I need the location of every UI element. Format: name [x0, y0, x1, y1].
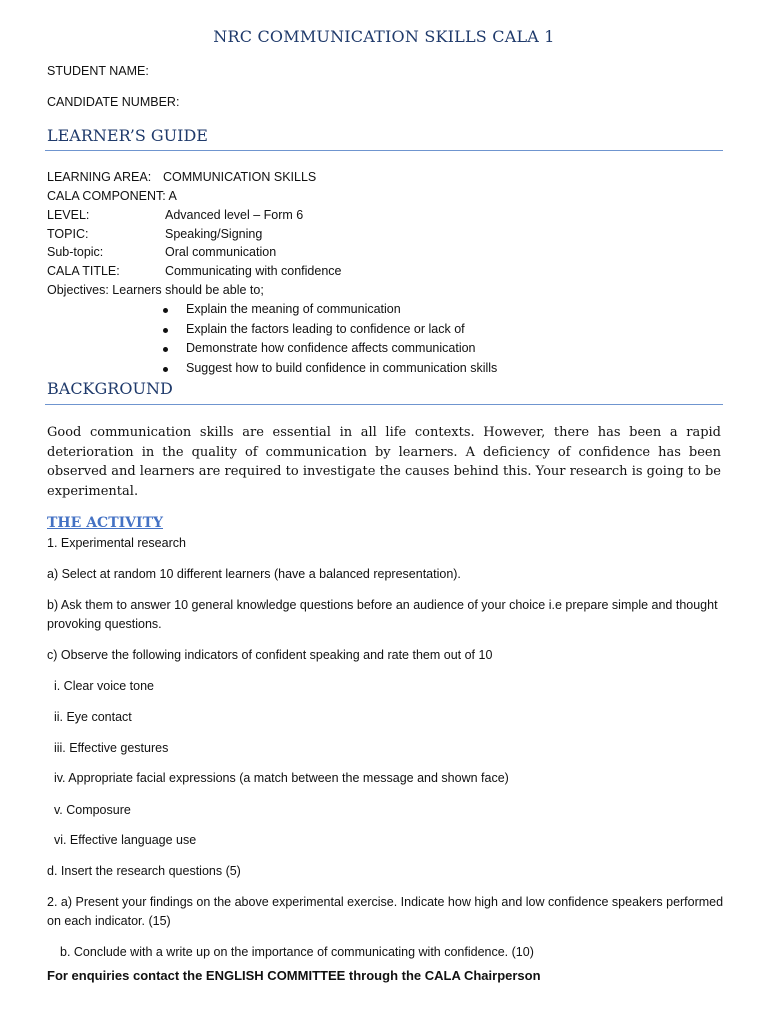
indicator-item: ii. Eye contact	[47, 710, 132, 724]
indicator-item: vi. Effective language use	[47, 833, 197, 847]
activity-item-2b: b. Conclude with a write up on the importance of communicating with confidence. (10)	[60, 945, 534, 959]
candidate-number-label: CANDIDATE NUMBER:	[47, 95, 180, 109]
activity-step-a: a) Select at random 10 different learners (have a balanced representation).	[47, 567, 461, 581]
background-paragraph: Good communication skills are essential in all life contexts. However, there has been a rapid deterioration in the quality of communication by learners. A deficiency of confidence has been observed and learners are required to investigate the causes behind this. Your research is going to be experimental.	[47, 425, 721, 499]
list-item: Suggest how to build confidence in communication skills	[186, 361, 498, 375]
enquiries-note: For enquiries contact the ENGLISH COMMITTEE through the CALA Chairperson	[47, 968, 541, 983]
bullet-icon	[163, 367, 168, 372]
activity-heading: THE ACTIVITY	[47, 515, 163, 531]
field-value-cala-title: Communicating with confidence	[165, 264, 342, 278]
field-value-subtopic: Oral communication	[165, 245, 277, 259]
field-label-cala-component: CALA COMPONENT: A	[47, 189, 177, 203]
section-divider	[45, 150, 723, 151]
indicator-item: v. Composure	[47, 803, 131, 817]
indicator-item: iii. Effective gestures	[47, 741, 169, 755]
field-value-level: Advanced level – Form 6	[165, 208, 304, 222]
activity-step-d: d. Insert the research questions (5)	[47, 864, 241, 878]
field-label-cala-title: CALA TITLE:	[47, 264, 120, 278]
list-item: Explain the meaning of communication	[186, 302, 401, 316]
field-label-level: LEVEL:	[47, 208, 90, 222]
list-item: Demonstrate how confidence affects communication	[186, 341, 476, 355]
learners-guide-heading: LEARNER’S GUIDE	[47, 126, 208, 145]
background-heading: BACKGROUND	[47, 379, 173, 398]
section-divider	[45, 404, 723, 405]
activity-step-c: c) Observe the following indicators of confident speaking and rate them out of 10	[47, 648, 493, 662]
field-value-learning-area: COMMUNICATION SKILLS	[163, 170, 317, 184]
list-item: Explain the factors leading to confidence or lack of	[186, 322, 465, 336]
field-label-subtopic: Sub-topic:	[47, 245, 104, 259]
document-title: NRC COMMUNICATION SKILLS CALA 1	[213, 27, 555, 46]
bullet-icon	[163, 328, 168, 333]
indicator-item: i. Clear voice tone	[47, 679, 154, 693]
activity-item-1: 1. Experimental research	[47, 536, 186, 550]
field-value-topic: Speaking/Signing	[165, 227, 263, 241]
activity-step-b: b) Ask them to answer 10 general knowledge questions before an audience of your choice i.e prepare simple and thought provoking questions.	[47, 598, 718, 631]
bullet-icon	[163, 308, 168, 313]
field-label-learning-area: LEARNING AREA:	[47, 170, 152, 184]
field-label-topic: TOPIC:	[47, 227, 89, 241]
activity-item-2a: 2. a) Present your findings on the above experimental exercise. Indicate how high and low confidence speakers performed on each indicator. (15)	[47, 895, 724, 928]
student-name-label: STUDENT NAME:	[47, 64, 149, 78]
bullet-icon	[163, 347, 168, 352]
indicator-item: iv. Appropriate facial expressions (a match between the message and shown face)	[47, 771, 509, 785]
objectives-intro: Objectives: Learners should be able to;	[47, 283, 264, 297]
